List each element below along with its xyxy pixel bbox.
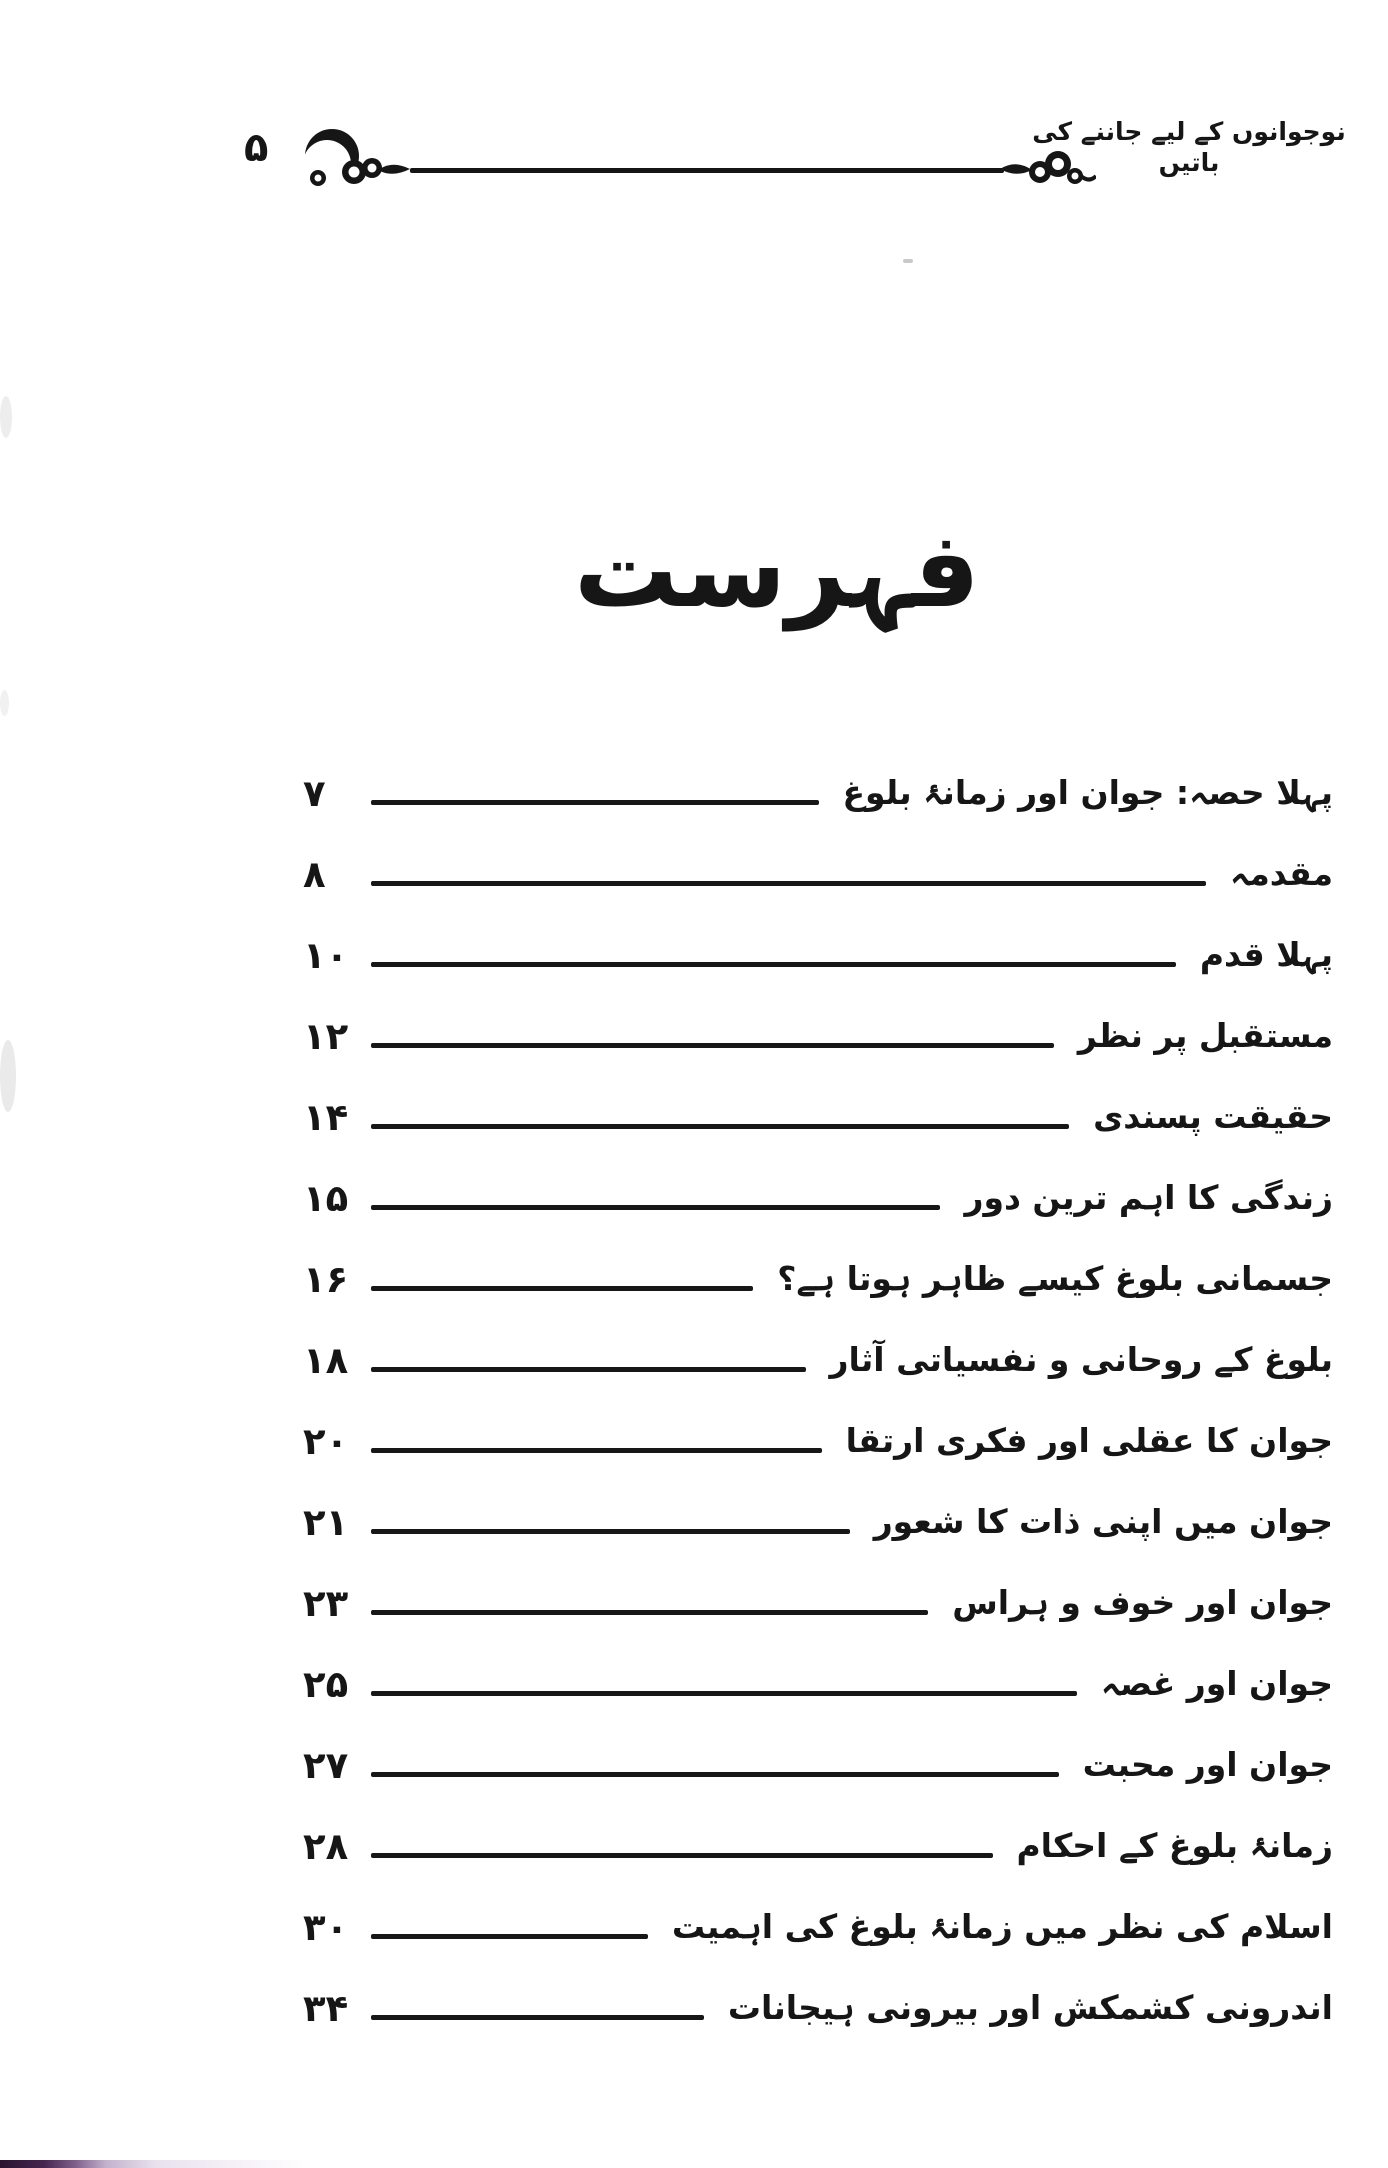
toc-row — [303, 753, 1333, 834]
toc-entry-title: جوان کا عقلی اور فکری ارتقا — [845, 1421, 1333, 1461]
toc-entry-title: جوان اور محبت — [1082, 1745, 1333, 1785]
toc-leader-line — [371, 1529, 850, 1534]
toc-row — [303, 915, 1333, 996]
toc-page-number: ۳۰ — [303, 1906, 349, 1949]
toc-page-number: ۱۸ — [303, 1339, 349, 1382]
toc-row — [303, 1563, 1333, 1644]
toc-leader-line — [371, 1610, 928, 1615]
toc-page-number: ۲۳ — [303, 1582, 349, 1625]
toc-leader-line — [371, 1367, 806, 1372]
toc-row — [303, 1968, 1333, 2049]
toc-page-number: ۸ — [303, 853, 326, 896]
toc-row — [303, 1725, 1333, 1806]
toc-entry-title: مستقبل پر نظر — [1077, 1016, 1333, 1056]
toc-leader-line — [371, 1124, 1069, 1129]
toc-entry-title: اندرونی کشمکش اور بیرونی ہیجانات — [727, 1988, 1333, 2028]
toc-page-number: ۱۴ — [303, 1096, 349, 1139]
toc-row — [303, 1887, 1333, 1968]
toc-row — [303, 1401, 1333, 1482]
toc-page-number: ۱۰ — [303, 934, 349, 977]
toc-leader-line — [371, 1448, 822, 1453]
toc-leader-line — [371, 1934, 648, 1939]
toc-page-number: ۳۴ — [303, 1987, 349, 2030]
toc-row — [303, 1158, 1333, 1239]
toc-page-number: ۱۲ — [303, 1015, 349, 1058]
toc-entry-title: زمانۂ بلوغ کے احکام — [1016, 1826, 1333, 1866]
page-number: ۵ — [244, 125, 269, 171]
toc-row — [303, 1806, 1333, 1887]
toc-entry-title: پہلا حصہ: جوان اور زمانۂ بلوغ — [842, 773, 1333, 813]
scan-speck — [903, 259, 913, 263]
toc-entry-title: پہلا قدم — [1199, 935, 1333, 975]
toc-row — [303, 834, 1333, 915]
toc-list — [303, 753, 1333, 2049]
toc-entry-title: جوان میں اپنی ذات کا شعور — [873, 1502, 1333, 1542]
toc-entry-title: جوان اور غصہ — [1100, 1664, 1333, 1704]
toc-leader-line — [371, 1853, 993, 1858]
toc-row — [303, 1482, 1333, 1563]
toc-page-number: ۲۷ — [303, 1744, 349, 1787]
toc-page-number: ۱۵ — [303, 1177, 349, 1220]
toc-entry-title: جوان اور خوف و ہراس — [952, 1583, 1333, 1623]
running-header-title: نوجوانوں کے لیے جاننے کی باتیں — [1032, 117, 1346, 178]
toc-page-number: ۷ — [303, 772, 326, 815]
toc-leader-line — [371, 1043, 1054, 1048]
scan-edge-smudge — [0, 1040, 16, 1112]
toc-leader-line — [371, 1205, 940, 1210]
toc-entry-title: زندگی کا اہم ترین دور — [964, 1178, 1333, 1218]
toc-page-number: ۲۸ — [303, 1825, 349, 1868]
contents-heading: فہرست — [573, 509, 980, 631]
toc-row — [303, 1077, 1333, 1158]
toc-page-number: ۲۵ — [303, 1663, 349, 1706]
toc-leader-line — [371, 800, 819, 805]
toc-row — [303, 1239, 1333, 1320]
toc-entry-title: بلوغ کے روحانی و نفسیاتی آثار — [829, 1340, 1333, 1380]
scan-edge-smudge — [0, 396, 12, 438]
toc-row — [303, 1644, 1333, 1725]
scan-edge-smudge — [0, 690, 9, 716]
scan-corner-smudge — [0, 2160, 312, 2168]
toc-row — [303, 996, 1333, 1077]
toc-entry-title: جسمانی بلوغ کیسے ظاہر ہوتا ہے؟ — [777, 1259, 1333, 1299]
toc-leader-line — [371, 1286, 753, 1291]
toc-leader-line — [371, 1691, 1077, 1696]
toc-entry-title: اسلام کی نظر میں زمانۂ بلوغ کی اہمیت — [671, 1907, 1333, 1947]
toc-page-number: ۱۶ — [303, 1258, 349, 1301]
header-rule — [410, 168, 1004, 173]
toc-page-number: ۲۱ — [303, 1501, 349, 1544]
toc-row — [303, 1320, 1333, 1401]
toc-entry-title: مقدمہ — [1229, 854, 1333, 894]
toc-leader-line — [371, 2015, 704, 2020]
toc-leader-line — [371, 1772, 1059, 1777]
left-flourish-ornament — [298, 126, 410, 192]
toc-leader-line — [371, 881, 1206, 886]
toc-leader-line — [371, 962, 1176, 967]
toc-entry-title: حقیقت پسندی — [1093, 1097, 1333, 1137]
toc-page-number: ۲۰ — [303, 1420, 349, 1463]
